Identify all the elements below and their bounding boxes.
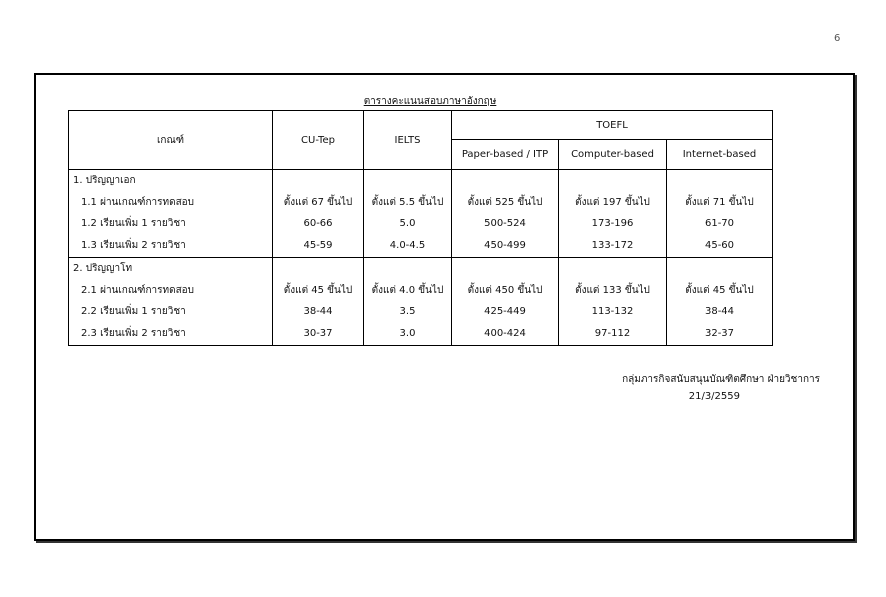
- group-label: 2. ปริญญาโท: [73, 263, 133, 274]
- score-value: ตั้งแต่ 45 ขึ้นไป: [283, 284, 353, 296]
- table-title: ตารางคะแนนสอบภาษาอังกฤษ: [363, 96, 497, 107]
- page-number: 6: [834, 33, 841, 44]
- score-value: ตั้งแต่ 5.5 ขึ้นไป: [371, 196, 444, 208]
- score-value: 38-44: [704, 306, 735, 317]
- cutep-cell: [273, 170, 364, 258]
- score-value: ตั้งแต่ 4.0 ขึ้นไป: [371, 284, 444, 296]
- footer-date: 21/3/2559: [688, 391, 740, 402]
- score-value: ตั้งแต่ 197 ขึ้นไป: [575, 196, 650, 208]
- row-label: 2.3 เรียนเพิ่ม 2 รายวิชา: [81, 327, 186, 339]
- row-label: 1.3 เรียนเพิ่ม 2 รายวิชา: [81, 239, 186, 251]
- score-value: 3.5: [399, 306, 416, 317]
- score-value: ตั้งแต่ 133 ขึ้นไป: [575, 284, 650, 296]
- header-toefl-internet: Internet-based: [667, 140, 773, 170]
- score-value: 30-37: [303, 327, 333, 339]
- score-value: 32-37: [704, 327, 735, 339]
- criteria-cell: [69, 170, 273, 258]
- header-ielts: IELTS: [364, 111, 452, 170]
- toefl-internet-cell: [667, 170, 773, 258]
- toefl-paper-cell: [452, 258, 559, 346]
- toefl-computer-cell: [559, 170, 667, 258]
- score-value: ตั้งแต่ 71 ขึ้นไป: [685, 196, 754, 208]
- score-value: ตั้งแต่ 67 ขึ้นไป: [283, 196, 353, 208]
- score-value: 400-424: [484, 327, 526, 339]
- header-toefl-paper: Paper-based / ITP: [452, 140, 559, 170]
- footer-organization: กลุ่มภารกิจสนับสนุนบัณฑิตศึกษา ฝ่ายวิชาการ: [622, 374, 820, 385]
- header-cutep: CU-Tep: [273, 111, 364, 170]
- criteria-cell: [69, 258, 273, 346]
- ielts-cell: [364, 170, 452, 258]
- row-label: 2.1 ผ่านเกณฑ์การทดสอบ: [81, 284, 195, 296]
- score-value: ตั้งแต่ 450 ขึ้นไป: [467, 284, 543, 296]
- cutep-cell: [273, 258, 364, 346]
- score-value: 500-524: [484, 218, 526, 229]
- score-value: 60-66: [303, 218, 333, 229]
- score-value: ตั้งแต่ 525 ขึ้นไป: [467, 196, 543, 208]
- score-value: 173-196: [591, 218, 634, 229]
- group-row-doctoral: [69, 170, 773, 258]
- toefl-computer-cell: [559, 258, 667, 346]
- row-label: 1.1 ผ่านเกณฑ์การทดสอบ: [81, 196, 195, 208]
- group-row-masters: [69, 258, 773, 346]
- score-value: 450-499: [484, 239, 526, 251]
- score-value: 3.0: [399, 327, 416, 339]
- group-label: 1. ปริญญาเอก: [73, 175, 136, 186]
- score-value: 97-112: [594, 327, 631, 339]
- ielts-cell: [364, 258, 452, 346]
- header-toefl-computer: Computer-based: [559, 140, 667, 170]
- score-value: 38-44: [303, 306, 333, 317]
- header-criteria: เกณฑ์: [69, 111, 273, 170]
- toefl-internet-cell: [667, 258, 773, 346]
- toefl-paper-cell: [452, 170, 559, 258]
- score-value: 425-449: [484, 306, 526, 317]
- row-label: 1.2 เรียนเพิ่ม 1 รายวิชา: [81, 218, 186, 229]
- score-value: 5.0: [399, 218, 416, 229]
- score-value: 45-59: [303, 239, 333, 251]
- score-value: 4.0-4.5: [389, 239, 426, 251]
- score-value: 45-60: [704, 239, 735, 251]
- score-value: 61-70: [704, 218, 735, 229]
- header-toefl: TOEFL: [452, 111, 773, 140]
- score-value: 113-132: [591, 306, 634, 317]
- score-value: ตั้งแต่ 45 ขึ้นไป: [685, 284, 754, 296]
- score-value: 133-172: [591, 239, 634, 251]
- row-label: 2.2 เรียนเพิ่ม 1 รายวิชา: [81, 306, 186, 317]
- score-table: [68, 110, 773, 346]
